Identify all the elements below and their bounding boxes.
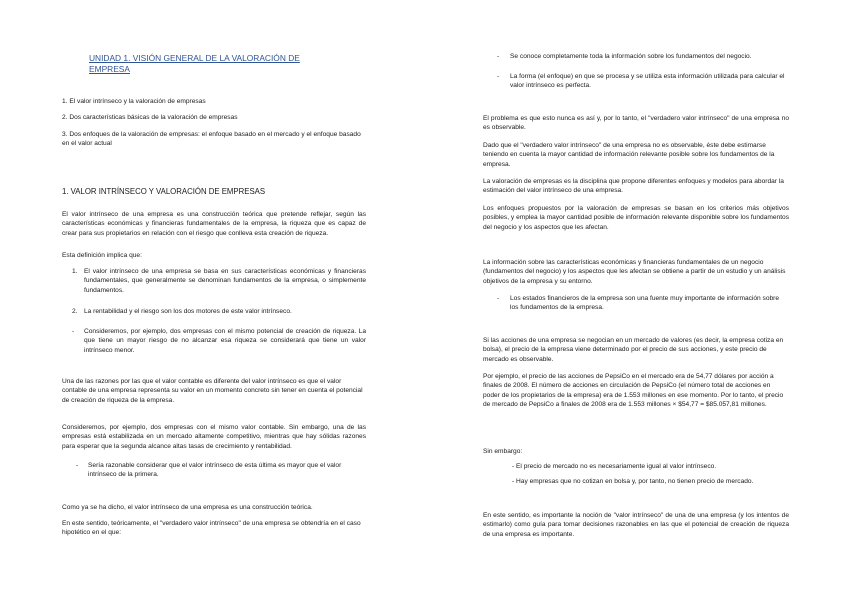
paragraph: El problema es que esto nunca es así y, por lo tanto, el "verdadero valor intrínseco" de una empresa no es observable. [483, 115, 789, 132]
list-item [62, 327, 366, 355]
bullet-item [483, 52, 789, 61]
note-item: - Hay empresas que no cotizan en bolsa y, por tanto, no tienen precio de mercado. [512, 478, 754, 485]
bullet-item [62, 461, 366, 480]
bullet-text: Sería razonable considerar que el valor intrínseco de esta última es mayor que el valor intrínseco de la primera. [88, 462, 342, 479]
paragraph: Sin embargo: [483, 448, 523, 455]
list-number: 2. [72, 308, 78, 315]
list-text: La rentabilidad y el riesgo son los dos motores de este valor intrínseco. [84, 308, 292, 315]
paragraph: En este sentido, teóricamente, el "verdadero valor intrínseco" de una empresa se obtendría en el caso hipotético en el que: [62, 520, 361, 537]
list-number: - [72, 328, 75, 335]
bullet-mark: - [497, 295, 500, 302]
paragraph: Una de las razones por las que el valor contable es diferente del valor intrínseco es que el valor contable de una empresa representa su valor en un momento concreto sin tener en cuenta el potencial de creación de riqueza de la empresa. [62, 378, 363, 404]
definition-list [62, 267, 366, 295]
list-number: 1. [72, 268, 78, 275]
section-heading: 1. VALOR INTRÍNSECO Y VALORACIÓN DE EMPRESAS [62, 187, 266, 196]
paragraph: Los enfoques propuestos por la valoración de empresas se basan en los criterios más objetivos posibles, y emplea la mayor cantidad posible de información relevante disponible sobre los fundamentos del negocio y los aspectos que les afectan. [483, 205, 789, 231]
list-item [62, 267, 366, 295]
bullet-mark: - [497, 73, 500, 80]
toc-item-1: 1. El valor intrínseco y la valoración de empresas [62, 98, 206, 105]
list-item [62, 307, 366, 316]
list-text: El valor intrínseco de una empresa se basa en sus características económicas y financieras fundamentales, que generalmente se denominan fundamentos de la empresa, o simplemente fundamentos. [84, 268, 366, 294]
bullet-text: Los estados financieros de la empresa son una fuente muy importante de información sobre los fundamentos de la empresa. [510, 295, 780, 312]
list-text: Consideremos, por ejemplo, dos empresas con el mismo potencial de creación de riqueza. La que tiene un mayor riesgo de no alcanzar esa riqueza se considerará que tiene un valor intrínseco menor. [84, 328, 366, 354]
paragraph: Dado que el "verdadero valor intrínseco" de una empresa no es observable, éste debe estimarse teniendo en cuenta la mayor cantidad de información relevante posible sobre los fundamentos de la empresa. [483, 142, 775, 168]
paragraph: Por ejemplo, el precio de las acciones de PepsiCo en el mercado era de 54,77 dólares por acción a finales de 2008. El número de acciones en circulación de PepsiCo (el número total de acciones en poder de los propietarios de la empresa) era de 1.553 millones en ese momento. Por lo tanto, el precio de mercado de PepsiCo a finales de 2008 era de 1.553 millones × $54,77 = $85.057,81 millones. [483, 373, 784, 409]
paragraph: En este sentido, es importante la noción de "valor intrínseco" de una de una empresa (y los intentos de estimarlo) como guía para tomar decisiones razonables en las que el potencial de creación de riqueza de una empresa es importante. [483, 512, 789, 538]
bullet-item [483, 294, 789, 313]
paragraph: Si las acciones de una empresa se negocian en un mercado de valores (es decir, la empresa cotiza en bolsa), el precio de la empresa viene determinado por el precio de sus acciones, y este precio de mercado es observable. [483, 337, 784, 363]
bullet-mark: - [76, 462, 79, 469]
paragraph: Consideremos, por ejemplo, dos empresas con el mismo valor contable. Sin embargo, una de las empresas está estabilizada en un mercado altamente competitivo, mientras que hay sólidas razones para esperar que la segunda alcance altas tasas de crecimiento y rentabilidad. [62, 424, 366, 450]
paragraph: El valor intrínseco de una empresa es una construcción teórica que pretende reflejar, según las características económicas y financieras fundamentales de la empresa, la riqueza que es capaz de crear para sus propietarios en relación con el riesgo que conlleva esta creación de riqueza. [62, 211, 366, 237]
unit-title-link[interactable]: UNIDAD 1. VISIÓN GENERAL DE LA VALORACIÓN DE EMPRESA [89, 53, 300, 74]
toc-item-2: 2. Dos características básicas de la valoración de empresas [62, 114, 238, 121]
bullet-text: Se conoce completamente toda la información sobre los fundamentos del negocio. [510, 53, 752, 60]
toc-item-3: 3. Dos enfoques de la valoración de empresas: el enfoque basado en el mercado y el enfoque basado en el valor actual [62, 131, 361, 148]
note-item: - El precio de mercado no es necesariamente igual al valor intrínseco. [512, 463, 717, 470]
paragraph: Esta definición implica que: [62, 252, 142, 259]
bullet-text: La forma (el enfoque) en que se procesa y se utiliza esta información utilizada para calcular el valor intrínseco es perfecta. [510, 73, 785, 90]
paragraph: Como ya se ha dicho, el valor intrínseco de una empresa es una construcción teórica. [62, 504, 313, 511]
bullet-mark: - [497, 53, 500, 60]
paragraph: La valoración de empresas es la disciplina que propone diferentes enfoques y modelos para abordar la estimación del valor intrínseco de una empresa. [483, 178, 784, 195]
paragraph: La información sobre las características económicas y financieras fundamentales de un negocio (fundamentos del negocio) y los aspectos que les afectan se obtiene a partir de un estudio y un análisis objetivos de la empresa y su entorno. [483, 259, 786, 285]
bullet-item [483, 72, 789, 91]
